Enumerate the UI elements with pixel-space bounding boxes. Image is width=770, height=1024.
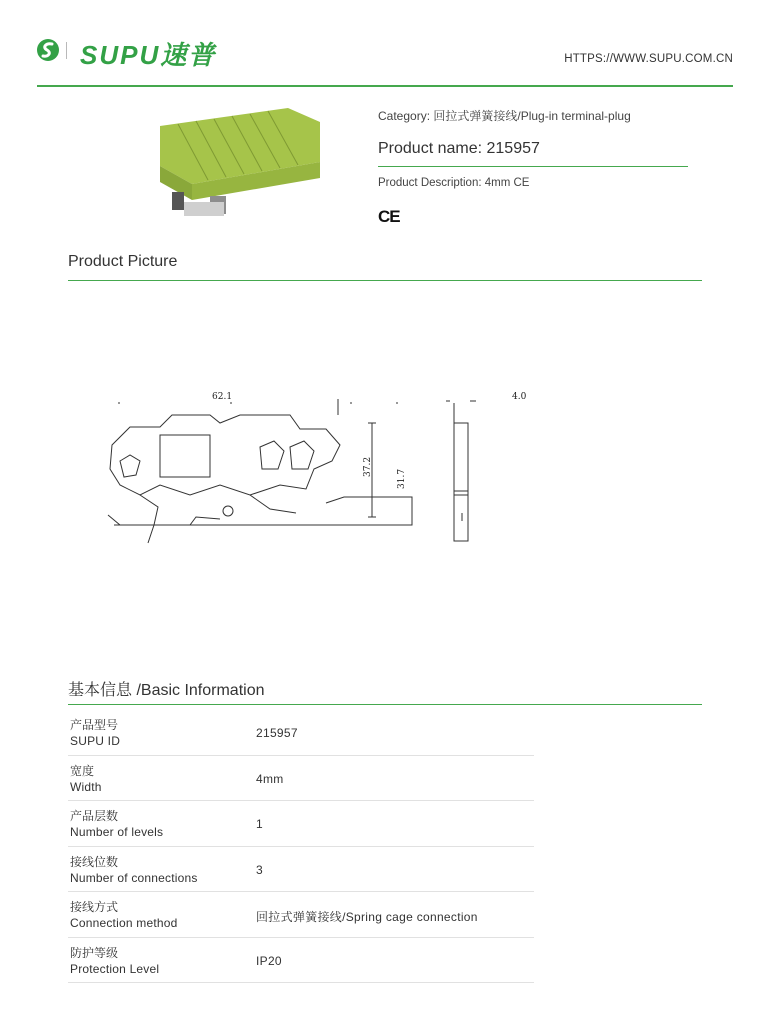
ce-mark-icon: CE [378,207,400,226]
row-value: IP20 [256,953,282,968]
row-label-cn: 宽度 [70,763,95,778]
row-value: 回拉式弹簧接线/Spring cage connection [256,910,478,924]
row-label-en: Protection Level [70,961,160,976]
row-value: 215957 [256,726,298,740]
dimension-thickness-label: 4.0 [512,392,527,402]
technical-drawing [100,385,540,555]
row-label-en: Number of connections [70,870,198,885]
product-name: Product name: 215957 [378,140,540,157]
dimension-width-label: 62.1 [212,392,233,402]
table-row [68,710,534,756]
row-value: 4mm [256,771,284,786]
row-label-cn: 产品层数 [70,809,119,823]
row-label-cn: 防护等级 [70,945,119,960]
product-description: Product Description: 4mm CE [378,177,530,189]
logo-wordmark: SUPU速普 [80,40,217,70]
row-label-en: SUPU ID [70,734,121,748]
supu-logo-icon [36,38,60,62]
section-title-product-picture: Product Picture [68,253,178,270]
row-value: 1 [256,817,263,831]
row-label-cn: 接线位数 [70,854,119,869]
row-value: 3 [256,862,263,877]
section-divider [68,704,702,705]
table-row [68,756,534,802]
section-title-basic-information: 基本信息 /Basic Information [68,682,265,699]
dimension-height-inner-label: 37.2 [363,456,373,477]
header-divider [37,85,733,87]
site-url[interactable]: HTTPS://WWW.SUPU.COM.CN [564,53,733,65]
table-row [68,892,534,938]
table-row [68,847,534,893]
basic-info-table [68,710,534,983]
brand-logo[interactable] [36,38,236,70]
section-divider [68,280,702,281]
row-label-cn: 产品型号 [70,718,119,732]
product-thumbnail [148,104,328,222]
product-name-divider [378,166,688,167]
table-row [68,801,534,847]
table-row [68,938,534,984]
row-label-en: Width [70,779,102,794]
product-category: Category: 回拉式弹簧接线/Plug-in terminal-plug [378,109,631,123]
logo-divider [66,42,67,59]
row-label-en: Number of levels [70,825,164,839]
row-label-en: Connection method [70,916,178,930]
dimension-height-outer-label: 31.7 [397,468,407,489]
row-label-cn: 接线方式 [70,900,119,914]
